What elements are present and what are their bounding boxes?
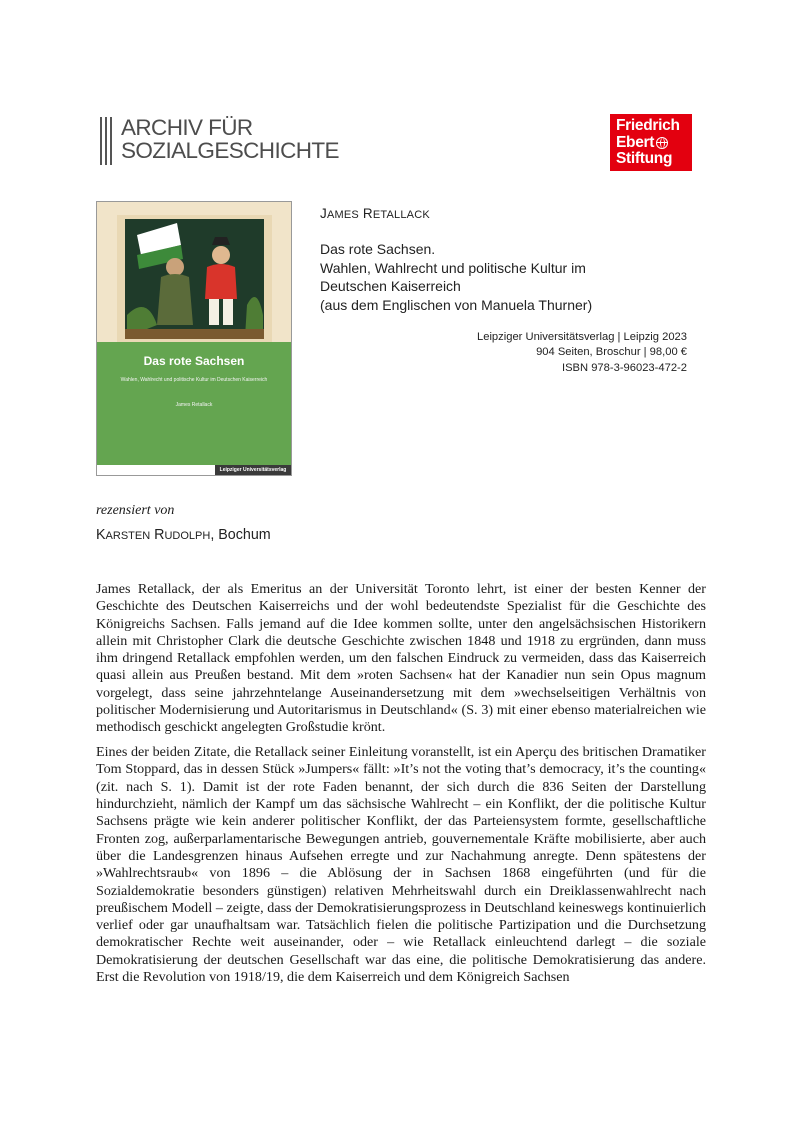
logo-bars <box>100 116 112 168</box>
pages-price-line: 904 Seiten, Broschur | 98,00 € <box>536 346 687 359</box>
book-cover-image <box>96 201 292 476</box>
foundation-name-line3: Stiftung <box>616 150 673 167</box>
foundation-name-line2: Ebert <box>616 133 655 151</box>
isbn-line: ISBN 978-3-96023-472-2 <box>561 361 687 374</box>
book-title-line: (aus dem Englischen von Manuela Thurner) <box>320 296 593 313</box>
journal-logo <box>100 116 339 168</box>
review-body <box>96 581 706 994</box>
cover-illustration <box>117 215 272 343</box>
cover-author: James Retallack <box>175 402 213 408</box>
publication-info <box>400 330 687 376</box>
reviewed-by-label: rezensiert von <box>96 503 175 518</box>
cover-subtitle: Wahlen, Wahlrecht und politische Kultur im Deutschen Kaiserreich <box>120 377 268 383</box>
publisher-line: Leipziger Universitätsverlag | Leipzig 2023 <box>477 331 687 343</box>
journal-title-line2: SOZIALGESCHICHTE <box>121 138 339 163</box>
foundation-logo <box>610 114 692 171</box>
book-title-line: Deutschen Kaiserreich <box>320 278 461 294</box>
cover-green-band <box>97 342 291 467</box>
reviewer-name: KARSTEN RUDOLPH, Bochum <box>96 527 271 543</box>
foundation-name-line1: Friedrich <box>616 117 680 134</box>
cover-publisher: Leipziger Universitätsverlag <box>215 465 291 475</box>
cover-title: Das rote Sachsen <box>143 354 245 368</box>
journal-title <box>121 116 339 168</box>
paragraph: Eines der beiden Zitate, die Retallack seiner Einleitung voranstellt, ist ein Aperçu des britischen Dramatiker Tom Stoppard, das in dessen Stück »Jumpers« fällt: »It’s not the voting that’s democracy, it’s the counting« (zit. nach S. 1). Damit ist der rote Faden benannt, der sich durch die 836 Seiten der Darstellung hindurchzieht, nämlich der Kampf um das sächsische Wahlrecht – ein Konflikt, der die politische Kultur Sachsens prägte wie kein anderer politischer Konflikt, der das Parteiensystem formte, gesellschaftliche Fronten zog, außerparlamentarische Bewegungen antrieb, gouvernementale Kräfte mobilisierte, aber auch über die Landesgrenzen hinaus Aufsehen erregte und zur Nachahmung anregte. Denn spätestens der »Wahlrechtsraub« von 1896 – die Ablösung der in Sachsen 1868 eingeführten (und für die Sozialdemokratie besonders günstigen) relativen Mehrheitswahl durch ein Dreiklassenwahlrecht nach preußischem Modell – zeigte, dass der Demokratisierungsprozess in Deutschland keineswegs kontinuierlich verlief oder gar unaufhaltsam war. Tatsächlich fielen die politische Partizipation und die Durchsetzung demokratischer Rechte weit auseinander, oder – wie Retallack einleuchtend darlegt – die soziale Demokratisierung der deutschen Gesellschaft war das eine, die politische Demokratisierung das andere. Erst die Revolution von 1918/19, die dem Kaiserreich und dem Königreich Sachsen <box>96 744 706 986</box>
book-author: JAMES RETALLACK <box>320 206 430 221</box>
journal-title-line1: ARCHIV FÜR <box>121 115 253 140</box>
book-title <box>320 240 592 314</box>
globe-icon <box>656 137 668 149</box>
book-title-line: Wahlen, Wahlrecht und politische Kultur im <box>320 259 586 276</box>
paragraph: James Retallack, der als Emeritus an der Universität Toronto lehrt, ist einer der besten Kenner der Geschichte des Deutschen Kaiserreichs und der wohl bedeutendste Spezialist für die Geschichte des Königreichs Sachsen. Falls jemand auf die Idee kommen sollte, unter den angelsächsischen Historikern allein mit Christopher Clark die deutsche Geschichte zwischen 1848 und 1918 zu ergründen, dann muss ihm dringend Retallack empfohlen werden, um den falschen Eindruck zu vermeiden, dass das Kaiserreich quasi allein aus Preußen bestand. Mit dem »roten Sachsen« hat der Kanadier nun sein Opus magnum vorgelegt, dass seine jahrzehntelange Auseinandersetzung mit dem »wechselseitigen Verhältnis von politischer Modernisierung und Autoritarismus in Deutschland« (S. 3) mit einer ebenso materialreichen wie methodisch geschickt angelegten Großstudie krönt. <box>96 581 706 736</box>
book-title-line: Das rote Sachsen. <box>320 241 436 257</box>
